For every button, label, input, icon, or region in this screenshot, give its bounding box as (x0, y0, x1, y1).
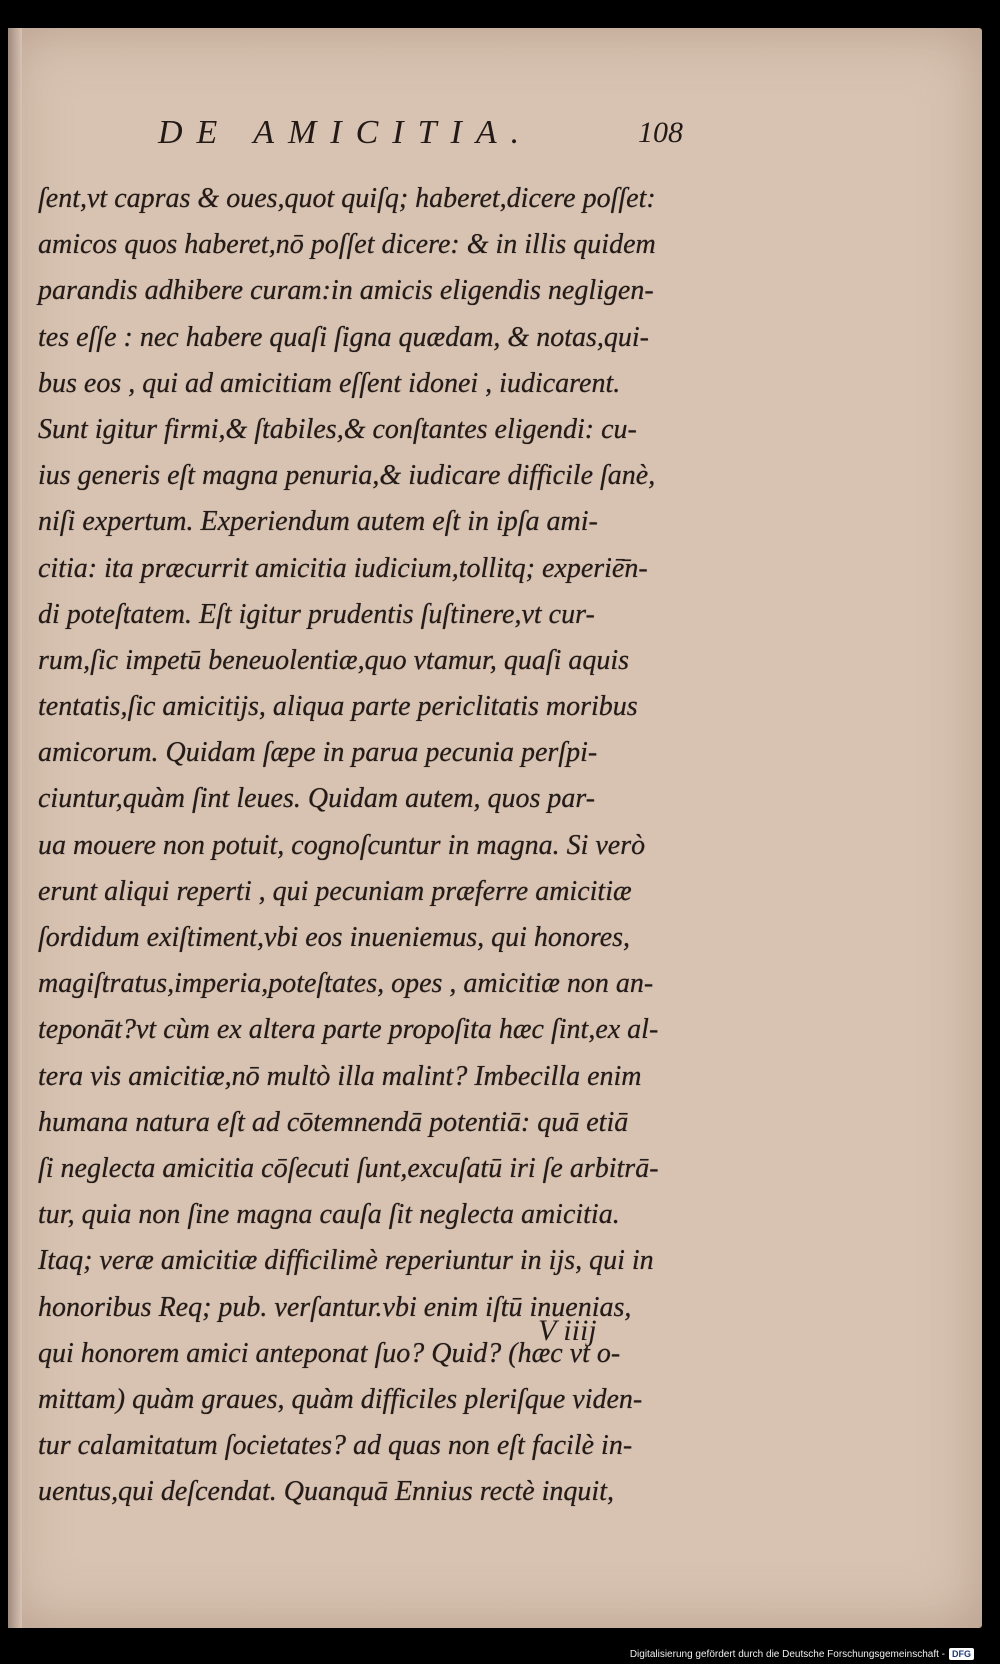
text-line: erunt aliqui reperti , qui pecuniam præferre amicitiæ (38, 875, 632, 907)
text-line: Itaq; veræ amicitiæ difficilimè reperiuntur in ijs, qui in (38, 1245, 654, 1277)
text-line: amicos quos haberet,nō poſſet dicere: & in illis quidem (38, 229, 656, 261)
running-title: DE AMICITIA. (158, 114, 534, 151)
text-line: magiſtratus,imperia,poteſtates, opes , amicitiæ non an- (38, 968, 654, 1000)
text-line: ua mouere non potuit, cognoſcuntur in magna. Si verò (38, 829, 646, 861)
page-gutter-shadow (8, 28, 22, 1628)
text-line: rum,ſic impetū beneuolentiæ,quo vtamur, quaſi aquis (38, 644, 630, 676)
page-number: 108 (638, 116, 683, 149)
text-line: parandis adhibere curam:in amicis eligendis negligen- (38, 275, 654, 307)
credit-text: Digitalisierung gefördert durch die Deutsche Forschungsgemeinschaft - (629, 1648, 945, 1660)
text-line: qui honorem amici anteponat ſuo? Quid? (hæc vt o- (38, 1337, 621, 1369)
text-line: niſi expertum. Experiendum autem eſt in ipſa ami- (38, 506, 598, 538)
text-line: ius generis eſt magna penuria,& iudicare difficile ſanè, (38, 460, 656, 492)
text-line: mittam) quàm graues, quàm difficiles pleriſque viden- (38, 1383, 643, 1415)
text-line: teponāt?vt cùm ex altera parte propoſita hæc ſint,ex al- (38, 1014, 659, 1046)
text-line: ſent,vt capras & oues,quot quiſq; haberet,dicere poſſet: (38, 183, 656, 214)
body-text (38, 176, 738, 1515)
text-line: Sunt igitur firmi,& ſtabiles,& conſtantes eligendi: cu- (38, 413, 637, 445)
text-line: honoribus Req; pub. verſantur.vbi enim iſtū inuenias, (38, 1291, 632, 1323)
text-line: tera vis amicitiæ,nō multò illa malint? Imbecilla enim (38, 1060, 642, 1092)
text-line: ſordidum exiſtiment,vbi eos inueniemus, qui honores, (38, 922, 631, 953)
page-header (8, 114, 982, 164)
text-line: tur calamitatum ſocietates? ad quas non eſt facilè in- (38, 1430, 633, 1462)
text-line: ſi neglecta amicitia cōſecuti ſunt,excuſatū iri ſe arbitrā- (38, 1152, 659, 1184)
text-line: amicorum. Quidam ſæpe in parua pecunia perſpi- (38, 737, 598, 769)
text-line: humana natura eſt ad cōtemnendā potentiā: quā etiā (38, 1106, 629, 1138)
digitization-credit (630, 1648, 974, 1660)
text-line: ciuntur,quàm ſint leues. Quidam autem, quos par- (38, 783, 596, 815)
text-line: tentatis,ſic amicitijs, aliqua parte periclitatis moribus (38, 691, 638, 723)
book-page (8, 28, 982, 1628)
signature-mark: V iiij (538, 1314, 597, 1347)
text-line: citia: ita præcurrit amicitia iudicium,tollitq; experiē̄n- (38, 552, 648, 584)
text-line: uentus,qui deſcendat. Quanquā Ennius rectè inquit, (38, 1476, 614, 1508)
text-line: bus eos , qui ad amicitiam eſſent idonei , iudicarent. (38, 367, 621, 399)
text-line: di poteſtatem. Eſt igitur prudentis ſuſtinere,vt cur- (38, 598, 595, 630)
text-line: tes eſſe : nec habere quaſi ſigna quædam, & notas,qui- (38, 321, 649, 353)
dfg-logo: DFG (949, 1648, 974, 1660)
text-line: tur, quia non ſine magna cauſa ſit neglecta amicitia. (38, 1199, 620, 1231)
